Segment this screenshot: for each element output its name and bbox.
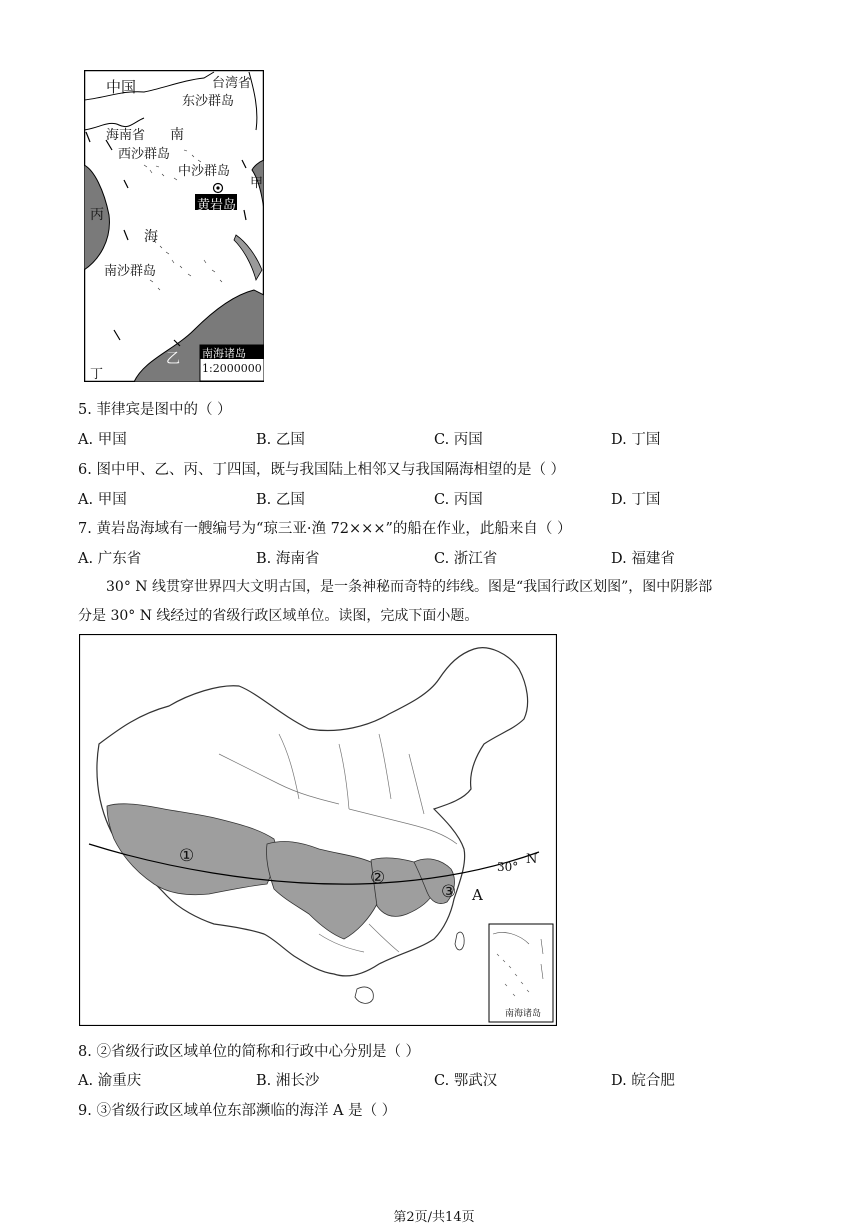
- map2-label-1: ①: [179, 846, 195, 866]
- q5-option-a: A. 甲国: [78, 432, 127, 448]
- q5-option-d: D. 丁国: [611, 432, 661, 448]
- q8-option-d: D. 皖合肥: [611, 1073, 675, 1089]
- passage-line-2: 分是 30° N 线经过的省级行政区域单位。读图，完成下面小题。: [78, 608, 479, 624]
- q6-option-c: C. 丙国: [434, 492, 483, 508]
- map1-inset-title: 南海诸岛: [202, 347, 246, 360]
- map1-scale: 1:2000000: [202, 362, 262, 375]
- q5-option-c: C. 丙国: [434, 432, 483, 448]
- map1-label-xisha: 西沙群岛: [118, 147, 171, 162]
- map1-label-yi: 乙: [166, 351, 180, 367]
- question-5-stem: 5. 菲律宾是图中的（ ）: [78, 402, 232, 418]
- q6-option-b: B. 乙国: [256, 492, 305, 508]
- map1-label-bing: 丙: [90, 207, 104, 223]
- map1-label-nan: 南: [170, 127, 184, 143]
- q8-option-b: B. 湘长沙: [256, 1073, 320, 1089]
- china-admin-map-graphic: [79, 634, 557, 1026]
- q7-option-c: C. 浙江省: [434, 551, 498, 567]
- map2-label-a: A: [472, 886, 483, 904]
- map1-label-huangyan: 黄岩岛: [197, 198, 237, 213]
- map2-label-2: ②: [370, 868, 386, 888]
- q6-option-d: D. 丁国: [611, 492, 661, 508]
- q7-option-d: D. 福建省: [611, 551, 675, 567]
- map1-label-zhongsha: 中沙群岛: [178, 164, 231, 179]
- map1-label-hai: 海: [144, 229, 158, 245]
- q7-option-b: B. 海南省: [256, 551, 320, 567]
- map2-label-lat: 30°: [497, 860, 519, 874]
- map1-label-nansha: 南沙群岛: [104, 264, 157, 279]
- q6-option-a: A. 甲国: [78, 492, 127, 508]
- map1-label-ding: 丁: [90, 367, 104, 382]
- passage-line-1: 30° N 线贯穿世界四大文明古国，是一条神秘而奇特的纬线。图是“我国行政区划图”，图中阴影部: [106, 579, 713, 595]
- china-admin-map: [79, 634, 557, 1026]
- south-china-sea-map-graphic: [84, 70, 264, 382]
- question-7-stem: 7. 黄岩岛海域有一艘编号为“琼三亚·渔 72×××”的船在作业，此船来自（ ）: [78, 521, 572, 537]
- map2-label-n: N: [526, 852, 538, 867]
- question-8-stem: 8. ②省级行政区域单位的简称和行政中心分别是（ ）: [78, 1044, 421, 1060]
- map1-label-dongsha: 东沙群岛: [182, 94, 235, 109]
- q8-option-c: C. 鄂武汉: [434, 1073, 498, 1089]
- question-6-stem: 6. 图中甲、乙、丙、丁四国，既与我国陆上相邻又与我国隔海相望的是（ ）: [78, 462, 566, 478]
- map1-label-jia: 甲: [250, 176, 264, 191]
- page-footer: 第2页/共14页: [393, 1210, 475, 1225]
- q8-option-a: A. 渝重庆: [78, 1073, 142, 1089]
- map2-label-3: ③: [441, 882, 457, 902]
- question-9-stem: 9. ③省级行政区域单位东部濒临的海洋 A 是（ ）: [78, 1103, 397, 1119]
- q7-option-a: A. 广东省: [78, 551, 142, 567]
- map1-label-china: 中国: [106, 78, 137, 96]
- q5-option-b: B. 乙国: [256, 432, 305, 448]
- map1-label-taiwan: 台湾省: [212, 76, 252, 91]
- map2-inset-label: 南海诸岛: [505, 1009, 542, 1019]
- south-china-sea-map: [84, 70, 264, 382]
- map1-label-hainan: 海南省: [106, 128, 146, 143]
